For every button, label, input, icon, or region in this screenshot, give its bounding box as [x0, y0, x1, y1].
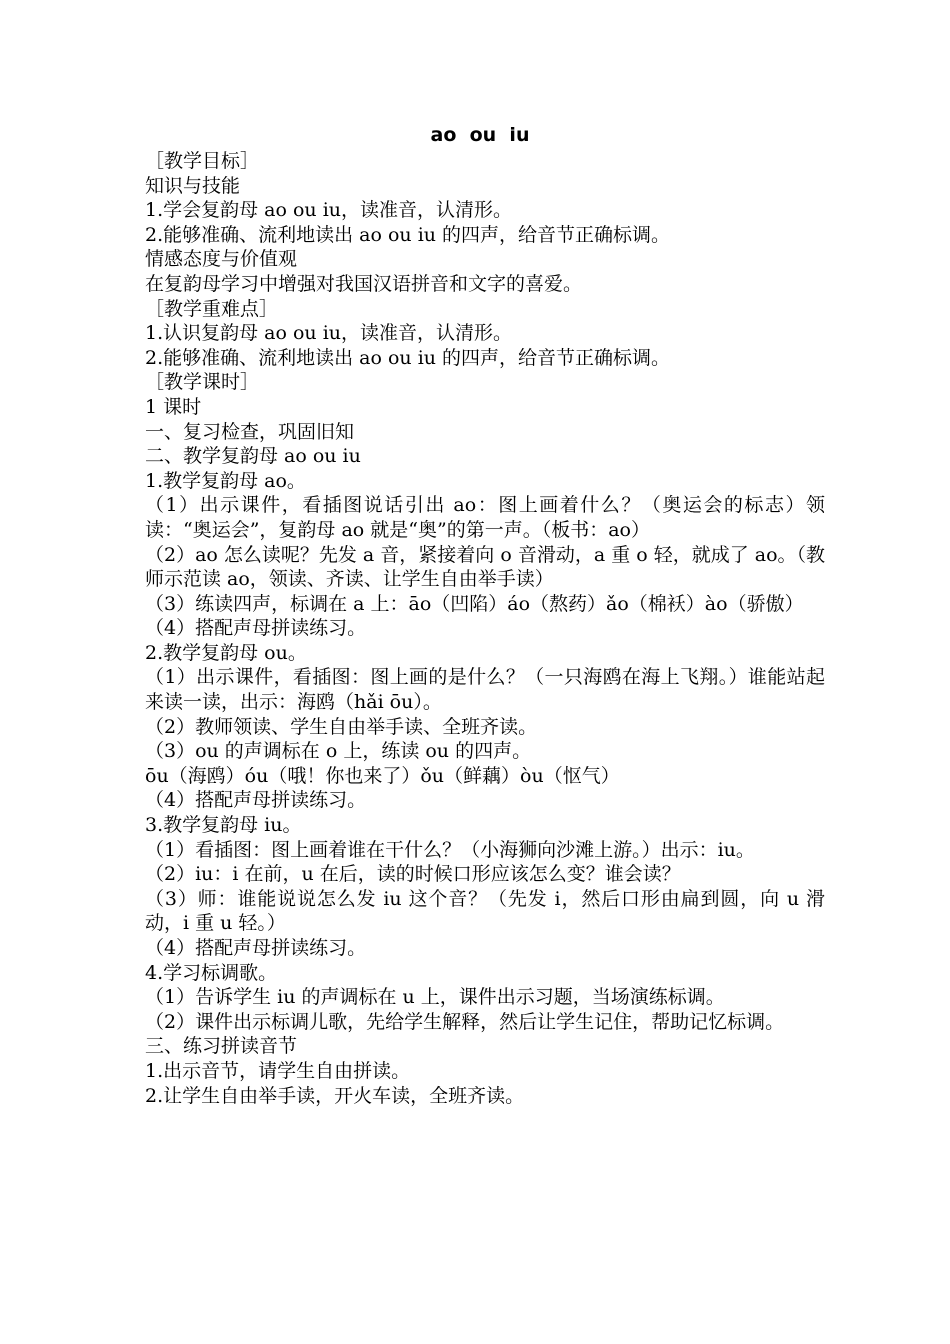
text-line: （4）搭配声母拼读练习。: [145, 789, 367, 812]
text-line: （1）出示课件，看插图说话引出 ao：图上画着什么？（奥运会的标志）领读：“奥运会”，复韵母 ao 就是“奥”的第一声。（板书：ao）: [145, 494, 825, 541]
text-line: （4）搭配声母拼读练习。: [145, 617, 367, 640]
text-line: （1）告诉学生 iu 的声调标在 u 上，课件出示习题，当场演练标调。: [145, 986, 725, 1009]
text-line: 情感态度与价值观: [145, 248, 298, 271]
text-line: ōu（海鸥）óu（哦！你也来了）ǒu（鲜藕）òu（怄气）: [145, 764, 620, 787]
text-line: 1.教学复韵母 ao。: [145, 469, 306, 492]
text-line: 3.教学复韵母 iu。: [145, 814, 302, 837]
document-body: [145, 149, 825, 1108]
text-line: 2.能够准确、流利地读出 ao ou iu 的四声，给音节正确标调。: [145, 346, 671, 369]
text-line: （3）ou 的声调标在 o 上，练读 ou 的四声。: [145, 740, 532, 763]
text-line: 4.学习标调歌。: [145, 961, 278, 984]
text-line: （2）iu：i 在前，u 在后，读的时候口形应该怎么变？谁会读？: [145, 863, 681, 886]
text-line: （2）课件出示标调儿歌，先给学生解释，然后让学生记住，帮助记忆标调。: [145, 1010, 785, 1033]
text-line: 2.能够准确、流利地读出 ao ou iu 的四声，给音节正确标调。: [145, 223, 671, 246]
text-line: （1）出示课件，看插图：图上画的是什么？（一只海鸥在海上飞翔。）谁能站起来读一读，出示：海鸥（hǎi ōu）。: [145, 666, 825, 714]
text-line: 知识与技能: [145, 174, 241, 197]
text-line: 2.让学生自由举手读，开火车读，全班齐读。: [145, 1084, 525, 1107]
text-line: 在复韵母学习中增强对我国汉语拼音和文字的喜爱。: [145, 272, 583, 295]
text-line: 1 课时: [145, 395, 202, 418]
text-line: （2）教师领读、学生自由举手读、全班齐读。: [145, 715, 538, 738]
text-line: （3）师：谁能说说怎么发 iu 这个音？（先发 i，然后口形由扁到圆，向 u 滑动，i 重 u 轻。）: [145, 887, 825, 935]
text-line: （3）练读四声，标调在 a 上：āo（凹陷）áo（熬药）ǎo（棉袄）ào（骄傲）: [145, 592, 804, 615]
text-line: 二、教学复韵母 ao ou iu: [145, 445, 361, 468]
document-title: ao ou iu: [430, 124, 530, 146]
text-line: ［教学课时］: [145, 371, 260, 394]
text-line: ［教学重难点］: [145, 297, 279, 320]
text-line: 1.学会复韵母 ao ou iu，读准音，认清形。: [145, 199, 513, 222]
text-line: （1）看插图：图上画着谁在干什么？（小海狮向沙滩上游。）出示：iu。: [145, 838, 755, 861]
text-line: 1.出示音节，请学生自由拼读。: [145, 1059, 411, 1082]
text-line: 三、练习拼读音节: [145, 1035, 298, 1058]
text-line: 1.认识复韵母 ao ou iu，读准音，认清形。: [145, 322, 513, 345]
text-line: ［教学目标］: [145, 150, 260, 172]
text-line: 一、复习检查，巩固旧知: [145, 420, 355, 443]
text-line: （2）ao 怎么读呢？先发 a 音，紧接着向 o 音滑动，a 重 o 轻，就成了 ao。（教师示范读 ao，领读、齐读、让学生自由举手读）: [145, 543, 826, 591]
text-line: （4）搭配声母拼读练习。: [145, 937, 367, 959]
text-line: 2.教学复韵母 ou。: [145, 641, 307, 664]
